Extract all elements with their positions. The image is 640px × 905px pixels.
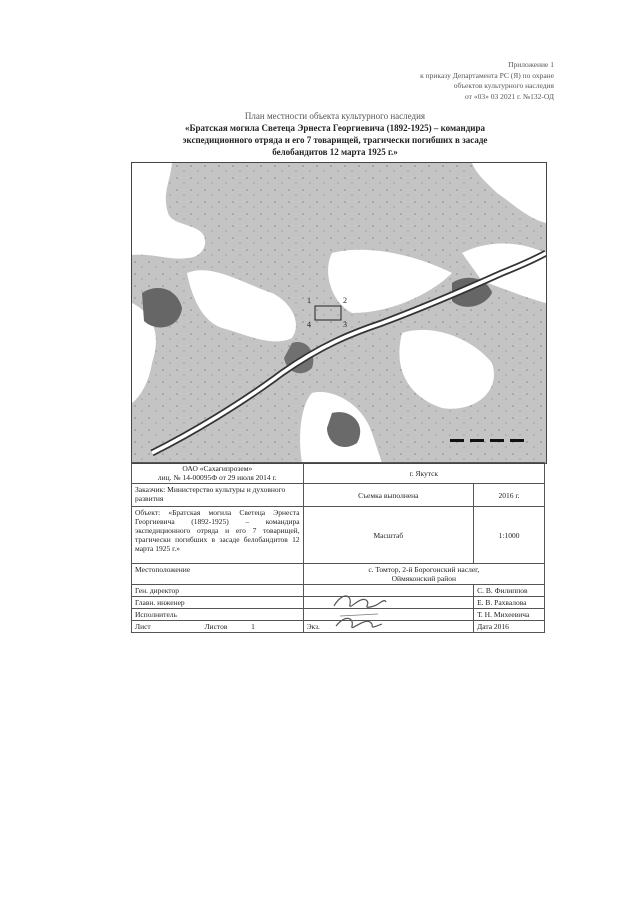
map-graphic — [132, 163, 546, 463]
executor-label: Исполнитель — [132, 609, 304, 621]
title-line: белобандитов 12 марта 1925 г.» — [272, 147, 398, 157]
plot-corner-label: 1 — [307, 296, 311, 305]
title-caption: План местности объекта культурного наследия — [244, 111, 426, 121]
engineer-signature-cell — [303, 597, 474, 609]
executor-signature-cell — [303, 609, 474, 621]
survey-year: 2016 г. — [474, 484, 545, 507]
sheets-value: 1 — [251, 622, 255, 631]
location-line: с. Томтор, 2-й Борогонский наслег, — [368, 565, 480, 574]
sheet-label: Лист — [135, 622, 151, 631]
license: лиц. № 14-00095Ф от 29 июля 2014 г. — [157, 473, 277, 482]
title-line: «Братская могила Светеца Эрнеста Георгиевича (1892-1925) – командира — [185, 123, 485, 133]
appendix-note — [354, 60, 554, 102]
scale-label: Масштаб — [303, 507, 474, 564]
director-signature-cell — [303, 585, 474, 597]
engineer-name: Е. В. Рахвалова — [474, 597, 545, 609]
customer: Заказчик: Министерство культуры и духовного развития — [132, 484, 304, 507]
appendix-line: от «03» 03 2021 г. №132-ОД — [465, 91, 554, 101]
plot-corner-label: 3 — [343, 320, 347, 329]
executor-name: Т. Н. Михеевича — [474, 609, 545, 621]
appendix-line: к приказу Департамента РС (Я) по охране — [420, 70, 554, 80]
object-description: Объект: «Братская могила Светеца Эрнеста Георгиевича (1892-1925) – командира экспедиционного отряда и его 7 товарищей, трагически погибших в засаде белобандитов 12 марта 1925 г.» — [132, 507, 304, 564]
scale-value: 1:1000 — [474, 507, 545, 564]
org-name: ОАО «Сахагипрозем» — [182, 464, 253, 473]
site-plan-map — [131, 162, 547, 464]
city: г. Якутск — [303, 463, 544, 484]
survey-label: Съемка выполнена — [303, 484, 474, 507]
plot-corner-label: 2 — [343, 296, 347, 305]
copy-label: Экз. — [303, 621, 474, 633]
location-label: Местоположение — [132, 564, 304, 585]
title-line: экспедиционного отряда и его 7 товарищей, трагически погибших в засаде — [182, 135, 488, 145]
director-label: Ген. директор — [132, 585, 304, 597]
appendix-line: объектов культурного наследия — [453, 81, 554, 90]
title-block-stamp — [131, 462, 545, 633]
sheets-label: Листов — [204, 622, 228, 631]
location-line: Оймяконский район — [391, 574, 456, 583]
plot-corner-label: 4 — [307, 320, 311, 329]
org-cell — [132, 463, 304, 484]
appendix-line: Приложение 1 — [508, 60, 554, 69]
director-name: С. В. Филиппов — [474, 585, 545, 597]
sheet-cell — [132, 621, 304, 633]
engineer-label: Главн. инженер — [132, 597, 304, 609]
document-title — [140, 110, 530, 158]
location-value — [303, 564, 544, 585]
date-label: Дата 2016 — [474, 621, 545, 633]
